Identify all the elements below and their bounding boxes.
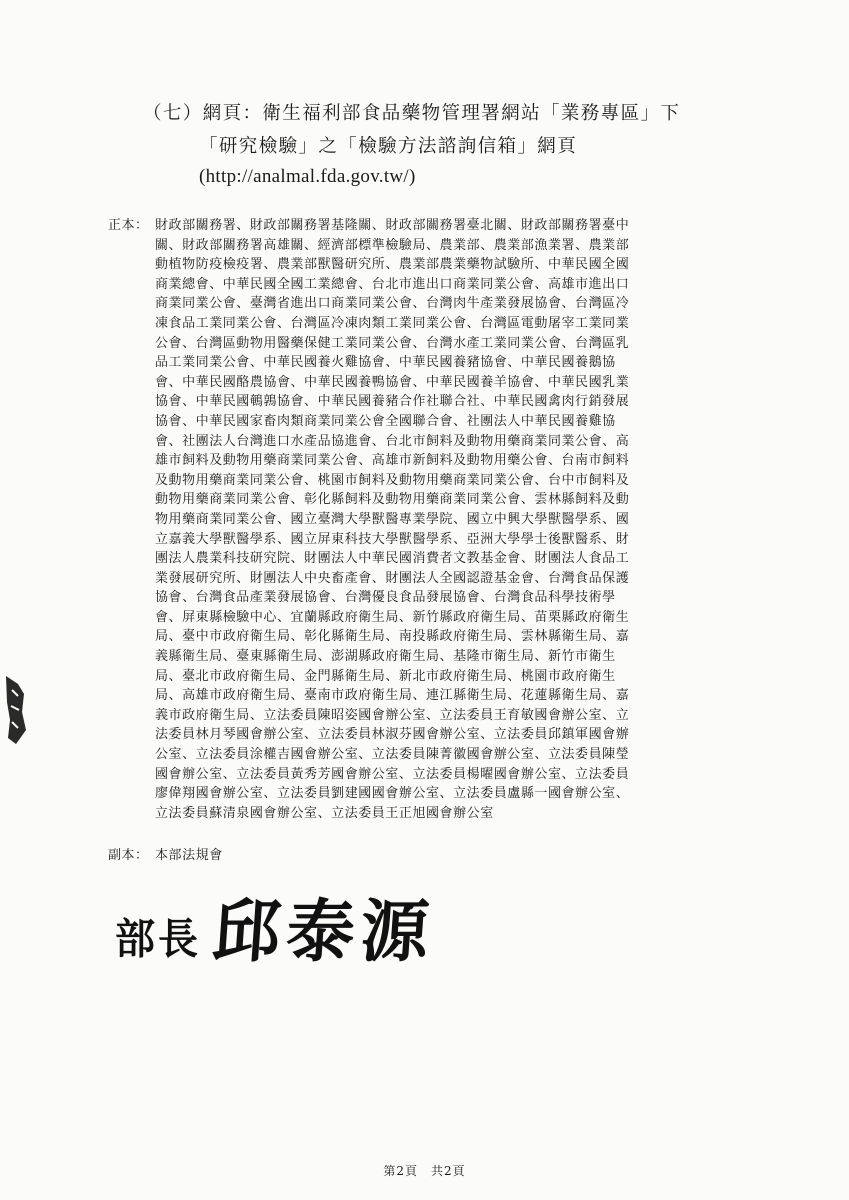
recipients-line: 業發展研究所、財團法人中央畜產會、財團法人全國認證基金會、台灣食品保護	[155, 570, 630, 586]
recipients-line: 局、臺中市政府衛生局、彰化縣衛生局、南投縣政府衛生局、雲林縣衛生局、嘉	[155, 629, 630, 645]
recipients-line: 局、高雄市政府衛生局、臺南市政府衛生局、連江縣衛生局、花蓮縣衛生局、嘉	[155, 688, 630, 704]
recipients-line: 關、財政部關務署高雄關、經濟部標準檢驗局、農業部、農業部漁業署、農業部	[155, 237, 630, 253]
recipients-line: 立嘉義大學獸醫學系、國立屏東科技大學獸醫學系、亞洲大學學士後獸醫系、財	[155, 531, 630, 547]
binding-stamp-mark	[4, 672, 28, 748]
recipients-line: 團法人農業科技研究院、財團法人中華民國消費者文教基金會、財團法人食品工	[155, 551, 630, 567]
recipients-line: 會、中華民國酪農協會、中華民國養鴨協會、中華民國養羊協會、中華民國乳業	[155, 374, 630, 390]
recipients-line: 局、臺北市政府衛生局、金門縣衛生局、新北市政府衛生局、桃園市政府衛生	[155, 668, 616, 684]
recipients-line: 協會、台灣食品產業發展協會、台灣優良食品發展協會、台灣食品科學技術學	[155, 590, 616, 606]
recipients-line: 動物用藥商業同業公會、彰化縣飼料及動物用藥商業同業公會、雲林縣飼料及動	[155, 492, 630, 508]
cc-recipient: 本部法規會	[155, 848, 223, 863]
recipients-label: 正本：	[108, 218, 149, 233]
recipients-line: 及動物用藥商業同業公會、桃園市飼料及動物用藥商業同業公會、台中市飼料及	[155, 472, 630, 488]
signature-title: 部長	[115, 915, 201, 965]
page-footer: 第2頁 共2頁	[383, 1164, 466, 1178]
recipients-line: 法委員林月琴國會辦公室、立法委員林淑芬國會辦公室、立法委員邱鎮軍國會辦	[155, 727, 630, 743]
recipients-line: 公會、台灣區動物用醫藥保健工業同業公會、台灣水產工業同業公會、台灣區乳	[155, 335, 630, 351]
recipients-line: 義市政府衛生局、立法委員陳昭姿國會辦公室、立法委員王育敏國會辦公室、立	[155, 707, 630, 723]
recipients-line: 品工業同業公會、中華民國養火雞協會、中華民國養豬協會、中華民國養鵝協	[155, 355, 616, 371]
recipients-line: 會、屏東縣檢驗中心、宜蘭縣政府衛生局、新竹縣政府衛生局、苗栗縣政府衛生	[155, 609, 630, 625]
cc-label: 副本：	[108, 848, 149, 863]
recipients-line: 雄市飼料及動物用藥商業同業公會、高雄市新飼料及動物用藥公會、台南市飼料	[155, 453, 630, 469]
item-heading-line-1: （七）網頁：衛生福利部食品藥物管理署網站「業務專區」下	[143, 103, 681, 124]
recipients-line: 商業同業公會、臺灣省進出口商業同業公會、台灣肉牛產業發展協會、台灣區冷	[155, 296, 630, 312]
recipients-line: 財政部關務署、財政部關務署基隆關、財政部關務署臺北關、財政部關務署臺中	[155, 218, 630, 233]
recipients-line: 商業總會、中華民國全國工業總會、台北市進出口商業同業公會、高雄市進出口	[155, 276, 630, 292]
recipients-line: 廖偉翔國會辦公室、立法委員劉建國國會辦公室、立法委員盧縣一國會辦公室、	[155, 786, 630, 802]
recipients-line: 立法委員蘇清泉國會辦公室、立法委員王正旭國會辦公室	[155, 805, 494, 821]
signature-name: 邱泰源	[209, 893, 438, 972]
recipients-line: 義縣衛生局、臺東縣衛生局、澎湖縣政府衛生局、基隆市衛生局、新竹市衛生	[155, 649, 616, 665]
recipients-line: 國會辦公室、立法委員黃秀芳國會辦公室、立法委員楊曜國會辦公室、立法委員	[155, 766, 630, 782]
recipients-line: 會、社團法人台灣進口水產品協進會、台北市飼料及動物用藥商業同業公會、高	[155, 433, 630, 449]
recipients-section	[108, 216, 758, 823]
cc-section	[108, 846, 223, 866]
recipients-line: 協會、中華民國家畜肉類商業同業公會全國聯合會、社團法人中華民國養雞協	[155, 413, 616, 429]
recipients-line: 協會、中華民國鵪鶉協會、中華民國養豬合作社聯合社、中華民國禽肉行銷發展	[155, 394, 630, 410]
recipients-line: 物用藥商業同業公會、國立臺灣大學獸醫專業學院、國立中興大學獸醫學系、國	[155, 511, 630, 527]
recipients-line: 凍食品工業同業公會、台灣區冷凍肉類工業同業公會、台灣區電動屠宰工業同業	[155, 315, 630, 331]
item-url: (http://analmal.fda.gov.tw/)	[199, 166, 416, 187]
signature-block	[115, 878, 438, 975]
item-heading-line-2: 「研究檢驗」之「檢驗方法諮詢信箱」網頁	[199, 136, 578, 157]
recipients-line: 動植物防疫檢疫署、農業部獸醫研究所、農業部農業藥物試驗所、中華民國全國	[155, 257, 630, 273]
recipients-line: 公室、立法委員涂權吉國會辦公室、立法委員陳菁徽國會辦公室、立法委員陳瑩	[155, 747, 630, 763]
recipients-list	[155, 216, 758, 823]
